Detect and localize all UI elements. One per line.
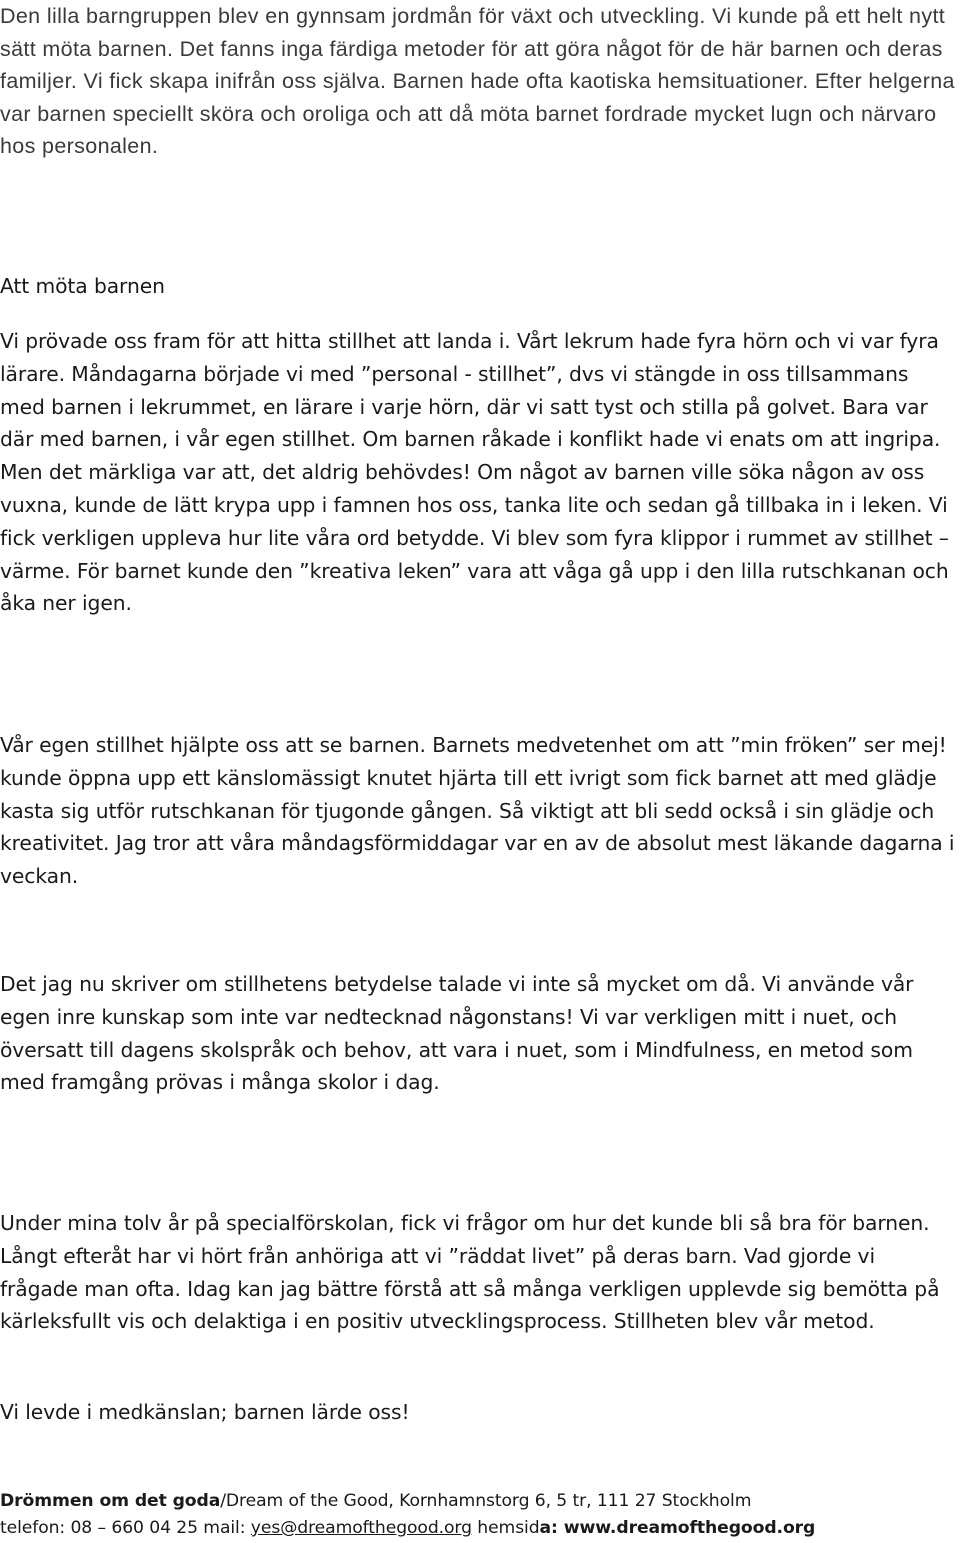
footer-org-name: Drömmen om det goda <box>0 1491 221 1511</box>
page-footer <box>0 1488 958 1542</box>
intro-paragraph: Den lilla barngruppen blev en gynnsam jordmån för växt och utveckling. Vi kunde på ett helt nytt sätt möta barnen. Det fanns inga färdiga metoder för att göra något för de här barnen och deras familjer. Vi fick skapa inifrån oss själva. Barnen hade ofta kaotiska hemsituationer. Efter helgerna var barnen speciellt sköra och oroliga och att då möta barnet fordrade mycket lugn och närvaro hos personalen. <box>0 4 955 159</box>
footer-website-link[interactable]: a: www.dreamofthegood.org <box>539 1518 816 1538</box>
footer-email-link[interactable]: yes@dreamofthegood.org <box>250 1518 472 1538</box>
footer-address: /Dream of the Good, Kornhamnstorg 6, 5 tr, 111 27 Stockholm <box>220 1491 752 1511</box>
section-heading: Att möta barnen <box>0 274 165 298</box>
paragraph-stillness-practice: Vi prövade oss fram för att hitta stillhet att landa i. Vårt lekrum hade fyra hörn och vi var fyra lärare. Måndagarna började vi med ”personal - stillhet”, dvs vi stängde in oss tillsammans med barnen i lekrummet, en lärare i varje hörn, där vi satt tyst och stilla på golvet. Bara var där med barnen, i vår egen stillhet. Om barnen råkade i konflikt hade vi enats om att ingripa. Men det märkliga var att, det aldrig behövdes! Om något av barnen ville söka någon av oss vuxna, kunde de lätt krypa upp i famnen hos oss, tanka lite och sedan gå tillbaka in i leken. Vi fick verkligen uppleva hur lite våra ord betydde. Vi blev som fyra klippor i rummet av stillhet – värme. För barnet kunde den ”kreativa leken” vara att våga gå upp i den lilla rutschkanan och åka ner igen. <box>0 329 949 616</box>
footer-contact-line <box>0 1515 958 1542</box>
paragraph-mindfulness: Det jag nu skriver om stillhetens betydelse talade vi inte så mycket om då. Vi använde vår egen inre kunskap som inte var nedtecknad någonstans! Vi var verkligen mitt i nuet, och översatt till dagens skolspråk och behov, att vara i nuet, som i Mindfulness, en metod som med framgång prövas i många skolor i dag. <box>0 972 914 1095</box>
closing-line: Vi levde i medkänslan; barnen lärde oss! <box>0 1400 410 1424</box>
paragraph-method: Under mina tolv år på specialförskolan, fick vi frågor om hur det kunde bli så bra för barnen. Långt efteråt har vi hört från anhöriga att vi ”räddat livet” på deras barn. Vad gjorde vi frågade man ofta. Idag kan jag bättre förstå att så många verkligen upplevde sig bemötta på kärleksfullt vis och delaktiga i en positiv utvecklingsprocess. Stillheten blev vår metod. <box>0 1211 940 1334</box>
footer-address-line <box>0 1488 958 1515</box>
footer-hemsida-label: hemsid <box>471 1518 540 1538</box>
paragraph-seeing-children: Vår egen stillhet hjälpte oss att se barnen. Barnets medvetenhet om att ”min fröken” ser mej! kunde öppna upp ett känslomässigt knutet hjärta till ett ivrigt som fick barnet att med glädje kasta sig utför rutschkanan för tjugonde gången. Så viktigt att bli sedd också i sin glädje och kreativitet. Jag tror att våra måndagsförmiddagar var en av de absolut mest läkande dagarna i veckan. <box>0 733 955 889</box>
footer-phone: telefon: 08 – 660 04 25 mail: <box>0 1518 251 1538</box>
